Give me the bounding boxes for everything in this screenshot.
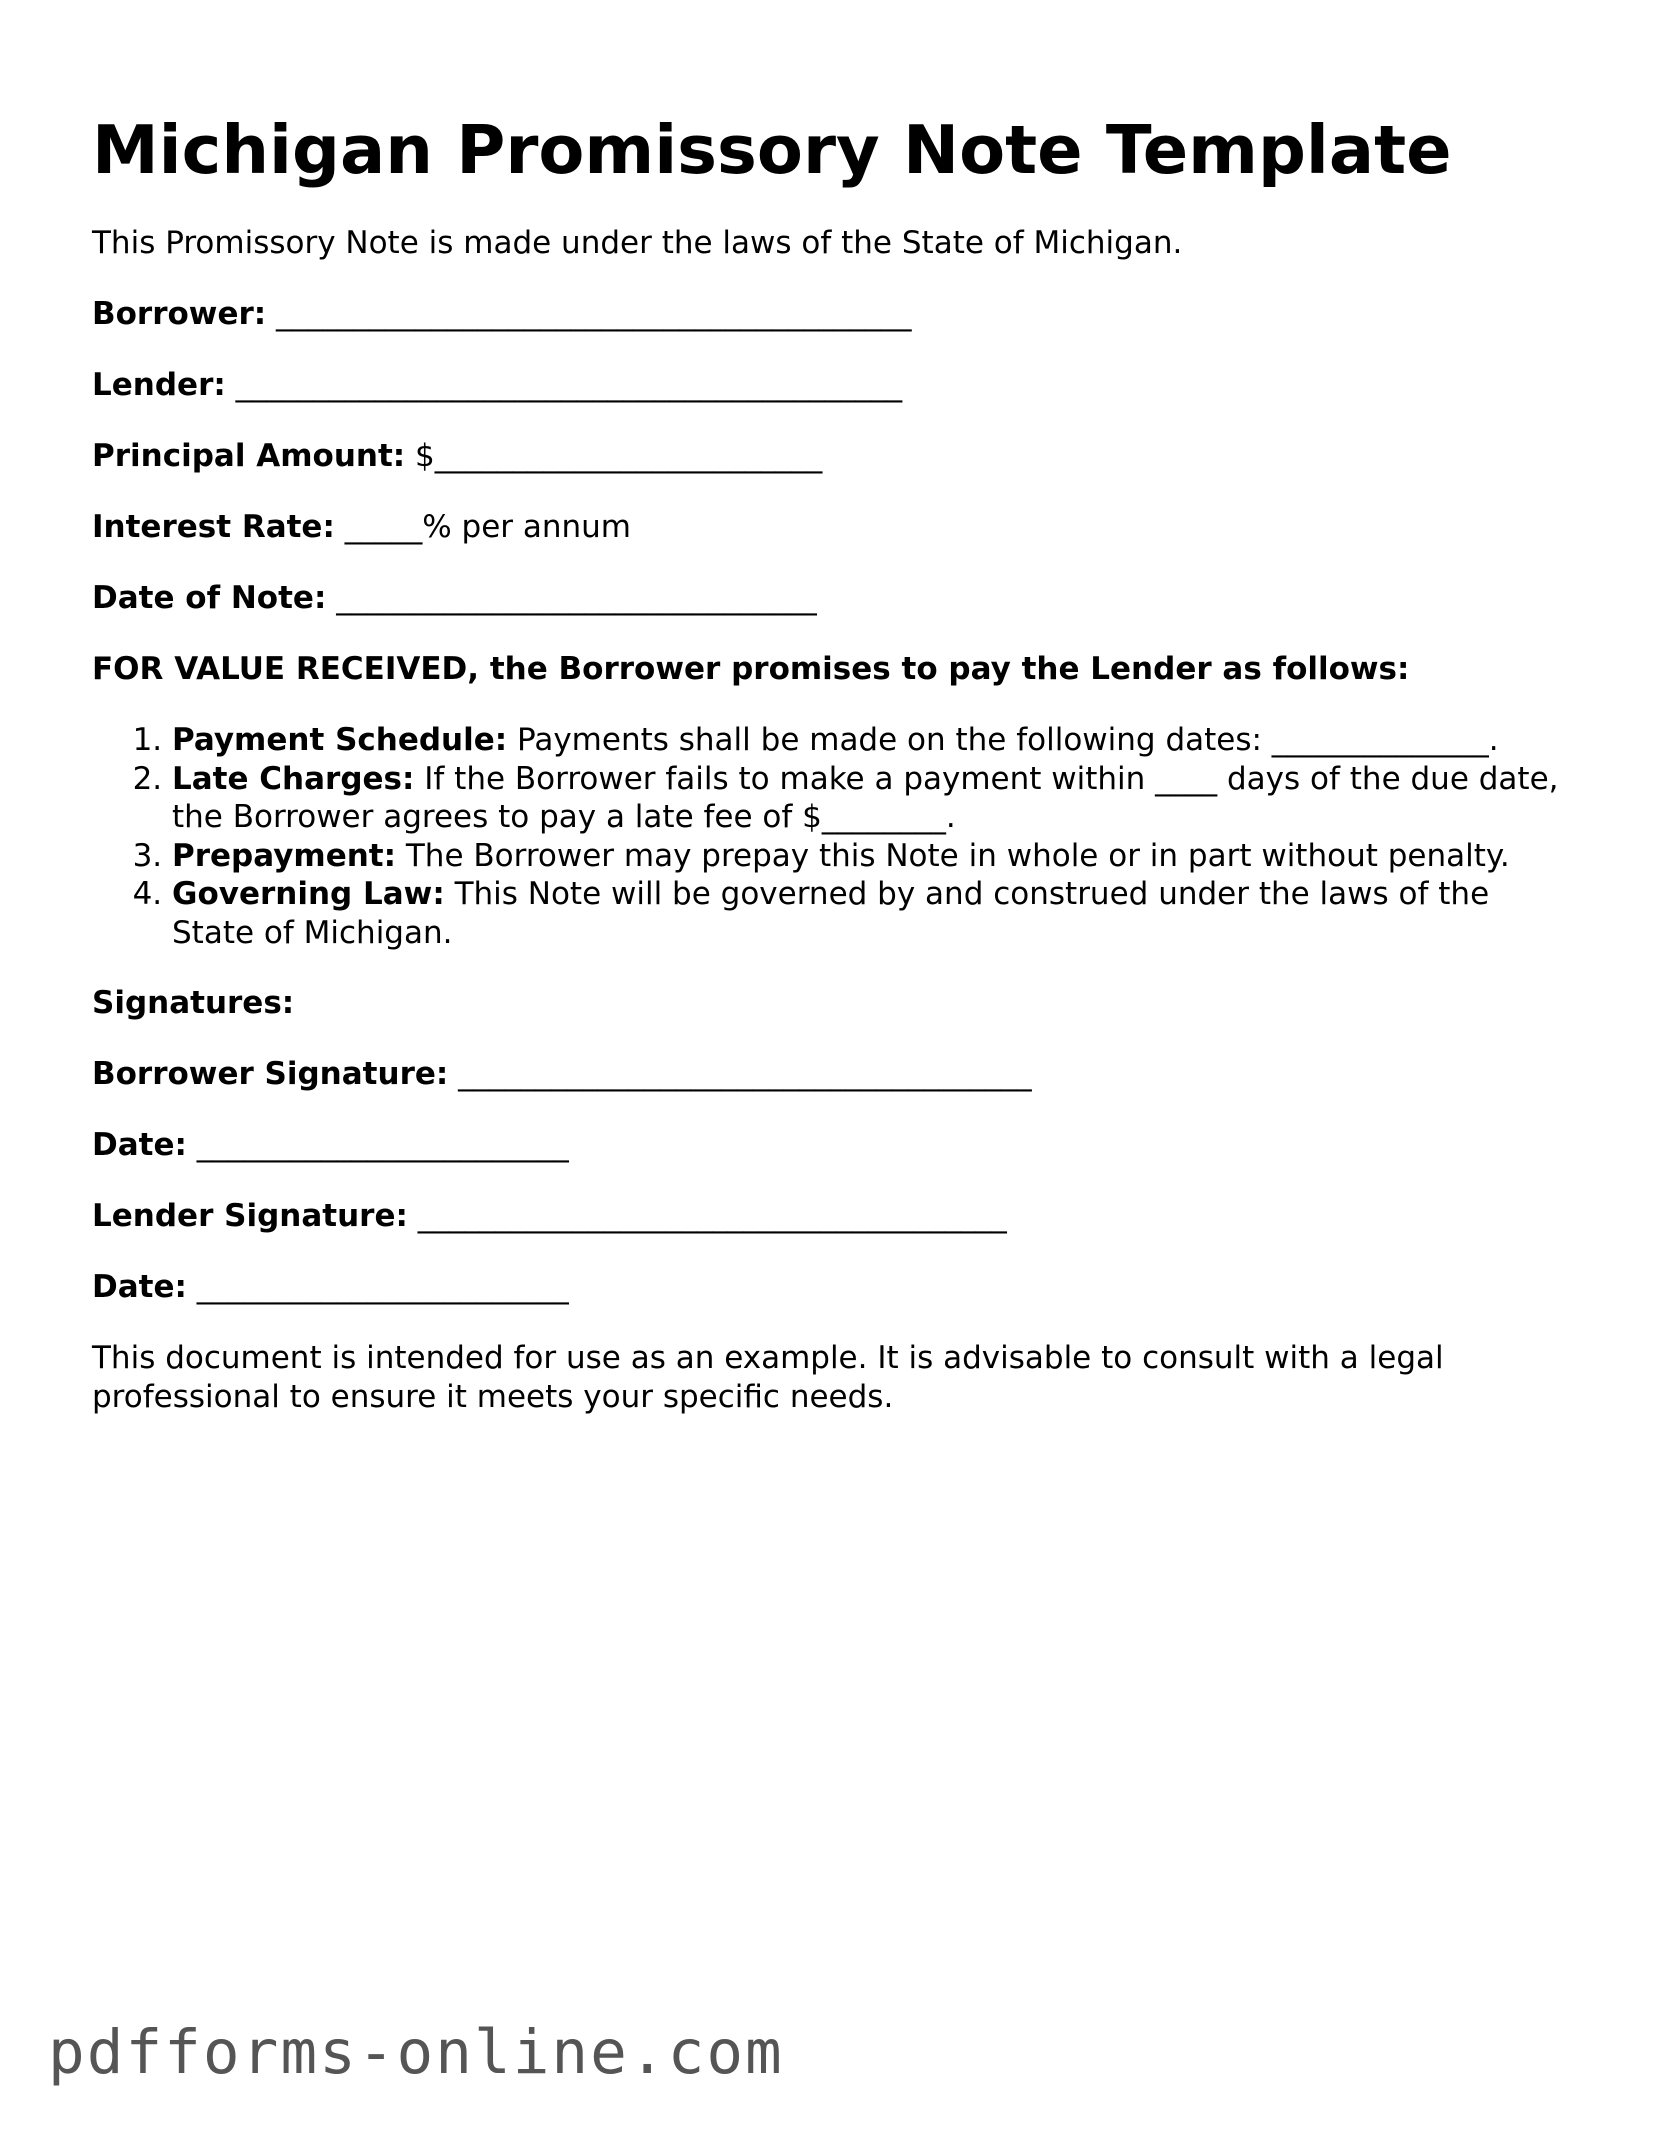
borrower-signature-blank: _____________________________________ [448, 1056, 1032, 1092]
list-item [172, 760, 1572, 837]
term-label: Prepayment: [172, 837, 397, 874]
list-item [172, 721, 1572, 760]
date-of-note-label: Date of Note: [92, 580, 327, 616]
borrower-date-blank: ________________________ [186, 1127, 569, 1163]
term-label: Payment Schedule: [172, 722, 508, 758]
principal-blank: $_________________________ [405, 438, 823, 474]
lender-label: Lender: [92, 367, 226, 403]
lender-signature-label: Lender Signature: [92, 1198, 408, 1234]
terms-list [92, 721, 1572, 952]
for-value-statement: FOR VALUE RECEIVED, the Borrower promises to pay the Lender as follows: [92, 651, 1410, 687]
page-title: Michigan Promissory Note Template [92, 111, 1452, 189]
term-text: Payments shall be made on the following dates: ______________. [507, 722, 1499, 758]
term-text: If the Borrower fails to make a payment within ____ days of the due date, the Borrower agrees to pay a late fee of $________. [172, 760, 1559, 835]
interest-blank: _____% per annum [334, 509, 632, 545]
list-item [172, 837, 1572, 876]
borrower-signature-label: Borrower Signature: [92, 1056, 449, 1092]
interest-field [92, 508, 1572, 547]
lender-date-field [92, 1268, 1572, 1307]
lender-blank: ___________________________________________ [225, 367, 903, 403]
disclaimer-text: This document is intended for use as an example. It is advisable to consult with a legal professional to ensure it meets your specific needs. [92, 1340, 1444, 1415]
signatures-heading: Signatures: [92, 985, 295, 1021]
term-text: The Borrower may prepay this Note in whole or in part without penalty. [396, 837, 1510, 874]
lender-date-label: Date: [92, 1269, 187, 1305]
term-label: Late Charges: [172, 760, 415, 797]
date-of-note-blank: _______________________________ [326, 580, 817, 616]
date-of-note-field [92, 579, 1572, 618]
borrower-label: Borrower: [92, 296, 267, 332]
document-page [92, 110, 1572, 1416]
borrower-date-label: Date: [92, 1127, 187, 1163]
principal-field [92, 437, 1572, 476]
borrower-blank: _________________________________________ [266, 296, 912, 332]
borrower-date-field [92, 1126, 1572, 1165]
term-text: This Note will be governed by and construed under the laws of the State of Michigan. [172, 876, 1490, 951]
watermark: pdfforms-online.com [48, 2017, 784, 2088]
intro-text: This Promissory Note is made under the laws of the State of Michigan. [92, 225, 1183, 261]
interest-label: Interest Rate: [92, 509, 335, 545]
lender-signature-blank: ______________________________________ [407, 1198, 1007, 1234]
list-item [172, 875, 1572, 952]
borrower-signature-field [92, 1055, 1572, 1094]
borrower-field [92, 295, 1572, 334]
lender-field [92, 366, 1572, 405]
principal-label: Principal Amount: [92, 438, 406, 474]
lender-signature-field [92, 1197, 1572, 1236]
lender-date-blank: ________________________ [186, 1269, 569, 1305]
term-label: Governing Law: [172, 876, 445, 912]
